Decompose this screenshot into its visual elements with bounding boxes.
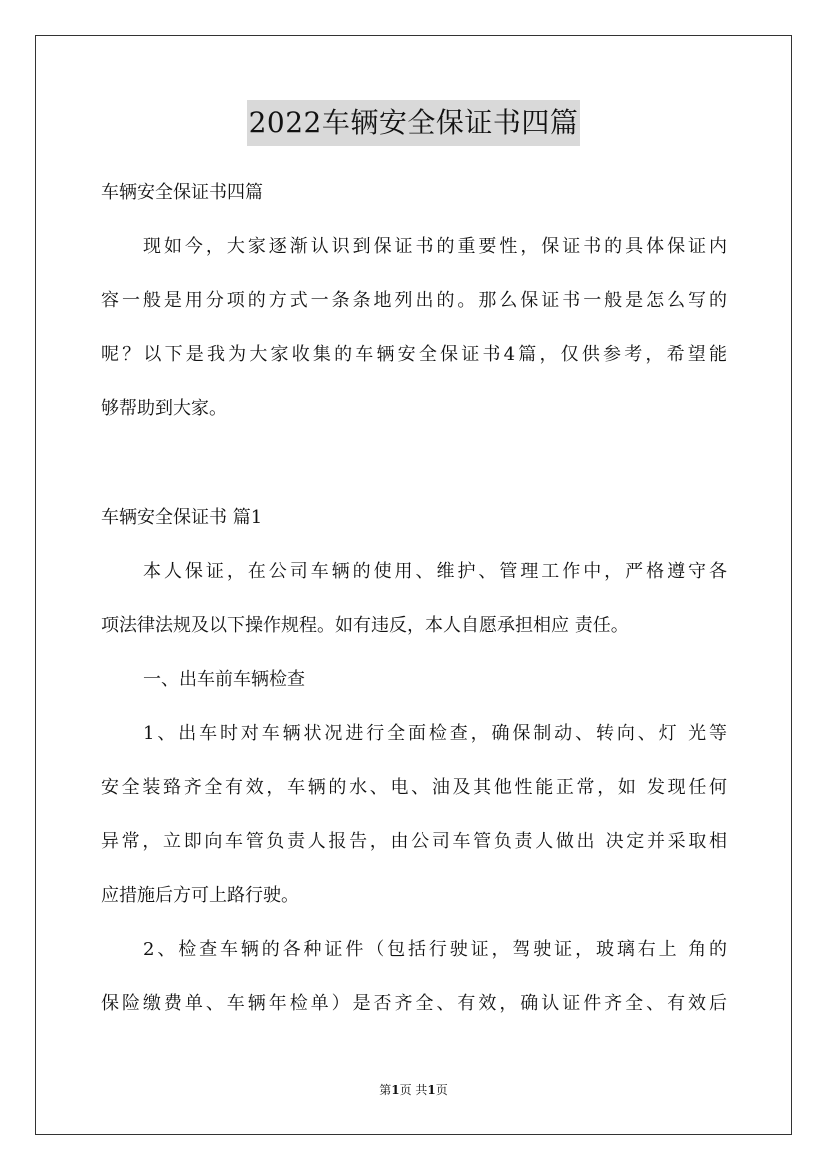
text-line: 1、出车时对车辆状况进行全面检查，确保制动、转向、灯 光等 <box>143 723 727 744</box>
item-2-paragraph <box>101 932 727 1022</box>
text-line: 安全装臵齐全有效，车辆的水、电、油及其他性能正常，如 发现任何 <box>101 777 727 798</box>
document-body <box>101 175 727 1022</box>
page-suffix: 页 <box>435 1083 448 1097</box>
text-line: 保险缴费单、车辆年检单）是否齐全、有效，确认证件齐全、有效后 <box>101 993 727 1014</box>
intro-paragraph <box>101 229 727 427</box>
section-heading: 车辆安全保证书 篇1 <box>101 507 263 528</box>
page-current: 1 <box>391 1083 400 1097</box>
text-line: 呢？以下是我为大家收集的车辆安全保证书4篇，仅供参考，希望能 <box>101 344 727 365</box>
text-line: 应措施后方可上路行驶。 <box>101 885 299 906</box>
text-line: 现如今，大家逐渐认识到保证书的重要性，保证书的具体保证内 <box>143 236 727 257</box>
text-line: 够帮助到大家。 <box>101 398 227 419</box>
item-1-paragraph <box>101 716 727 914</box>
text-line: 异常，立即向车管负责人报告，由公司车管负责人做出 决定并采取相 <box>101 831 727 852</box>
text-line: 容一般是用分项的方式一条条地列出的。那么保证书一般是怎么写的 <box>101 290 727 311</box>
page-prefix: 第 <box>379 1083 392 1097</box>
document-subtitle: 车辆安全保证书四篇 <box>101 182 263 203</box>
text-line: 本人保证，在公司车辆的使用、维护、管理工作中，严格遵守各 <box>143 561 727 582</box>
page-total: 1 <box>427 1083 436 1097</box>
page-mid: 页 共 <box>399 1083 428 1097</box>
text-line: 2、检查车辆的各种证件（包括行驶证，驾驶证，玻璃右上 角的 <box>143 939 727 960</box>
text-line: 项法律法规及以下操作规程。如有违反，本人自愿承担相应 责任。 <box>101 615 629 636</box>
subheading: 一、出车前车辆检查 <box>143 669 305 690</box>
title-container <box>0 100 827 146</box>
document-title: 2022车辆安全保证书四篇 <box>247 100 581 146</box>
page-footer <box>0 1082 827 1098</box>
section-paragraph <box>101 554 727 644</box>
